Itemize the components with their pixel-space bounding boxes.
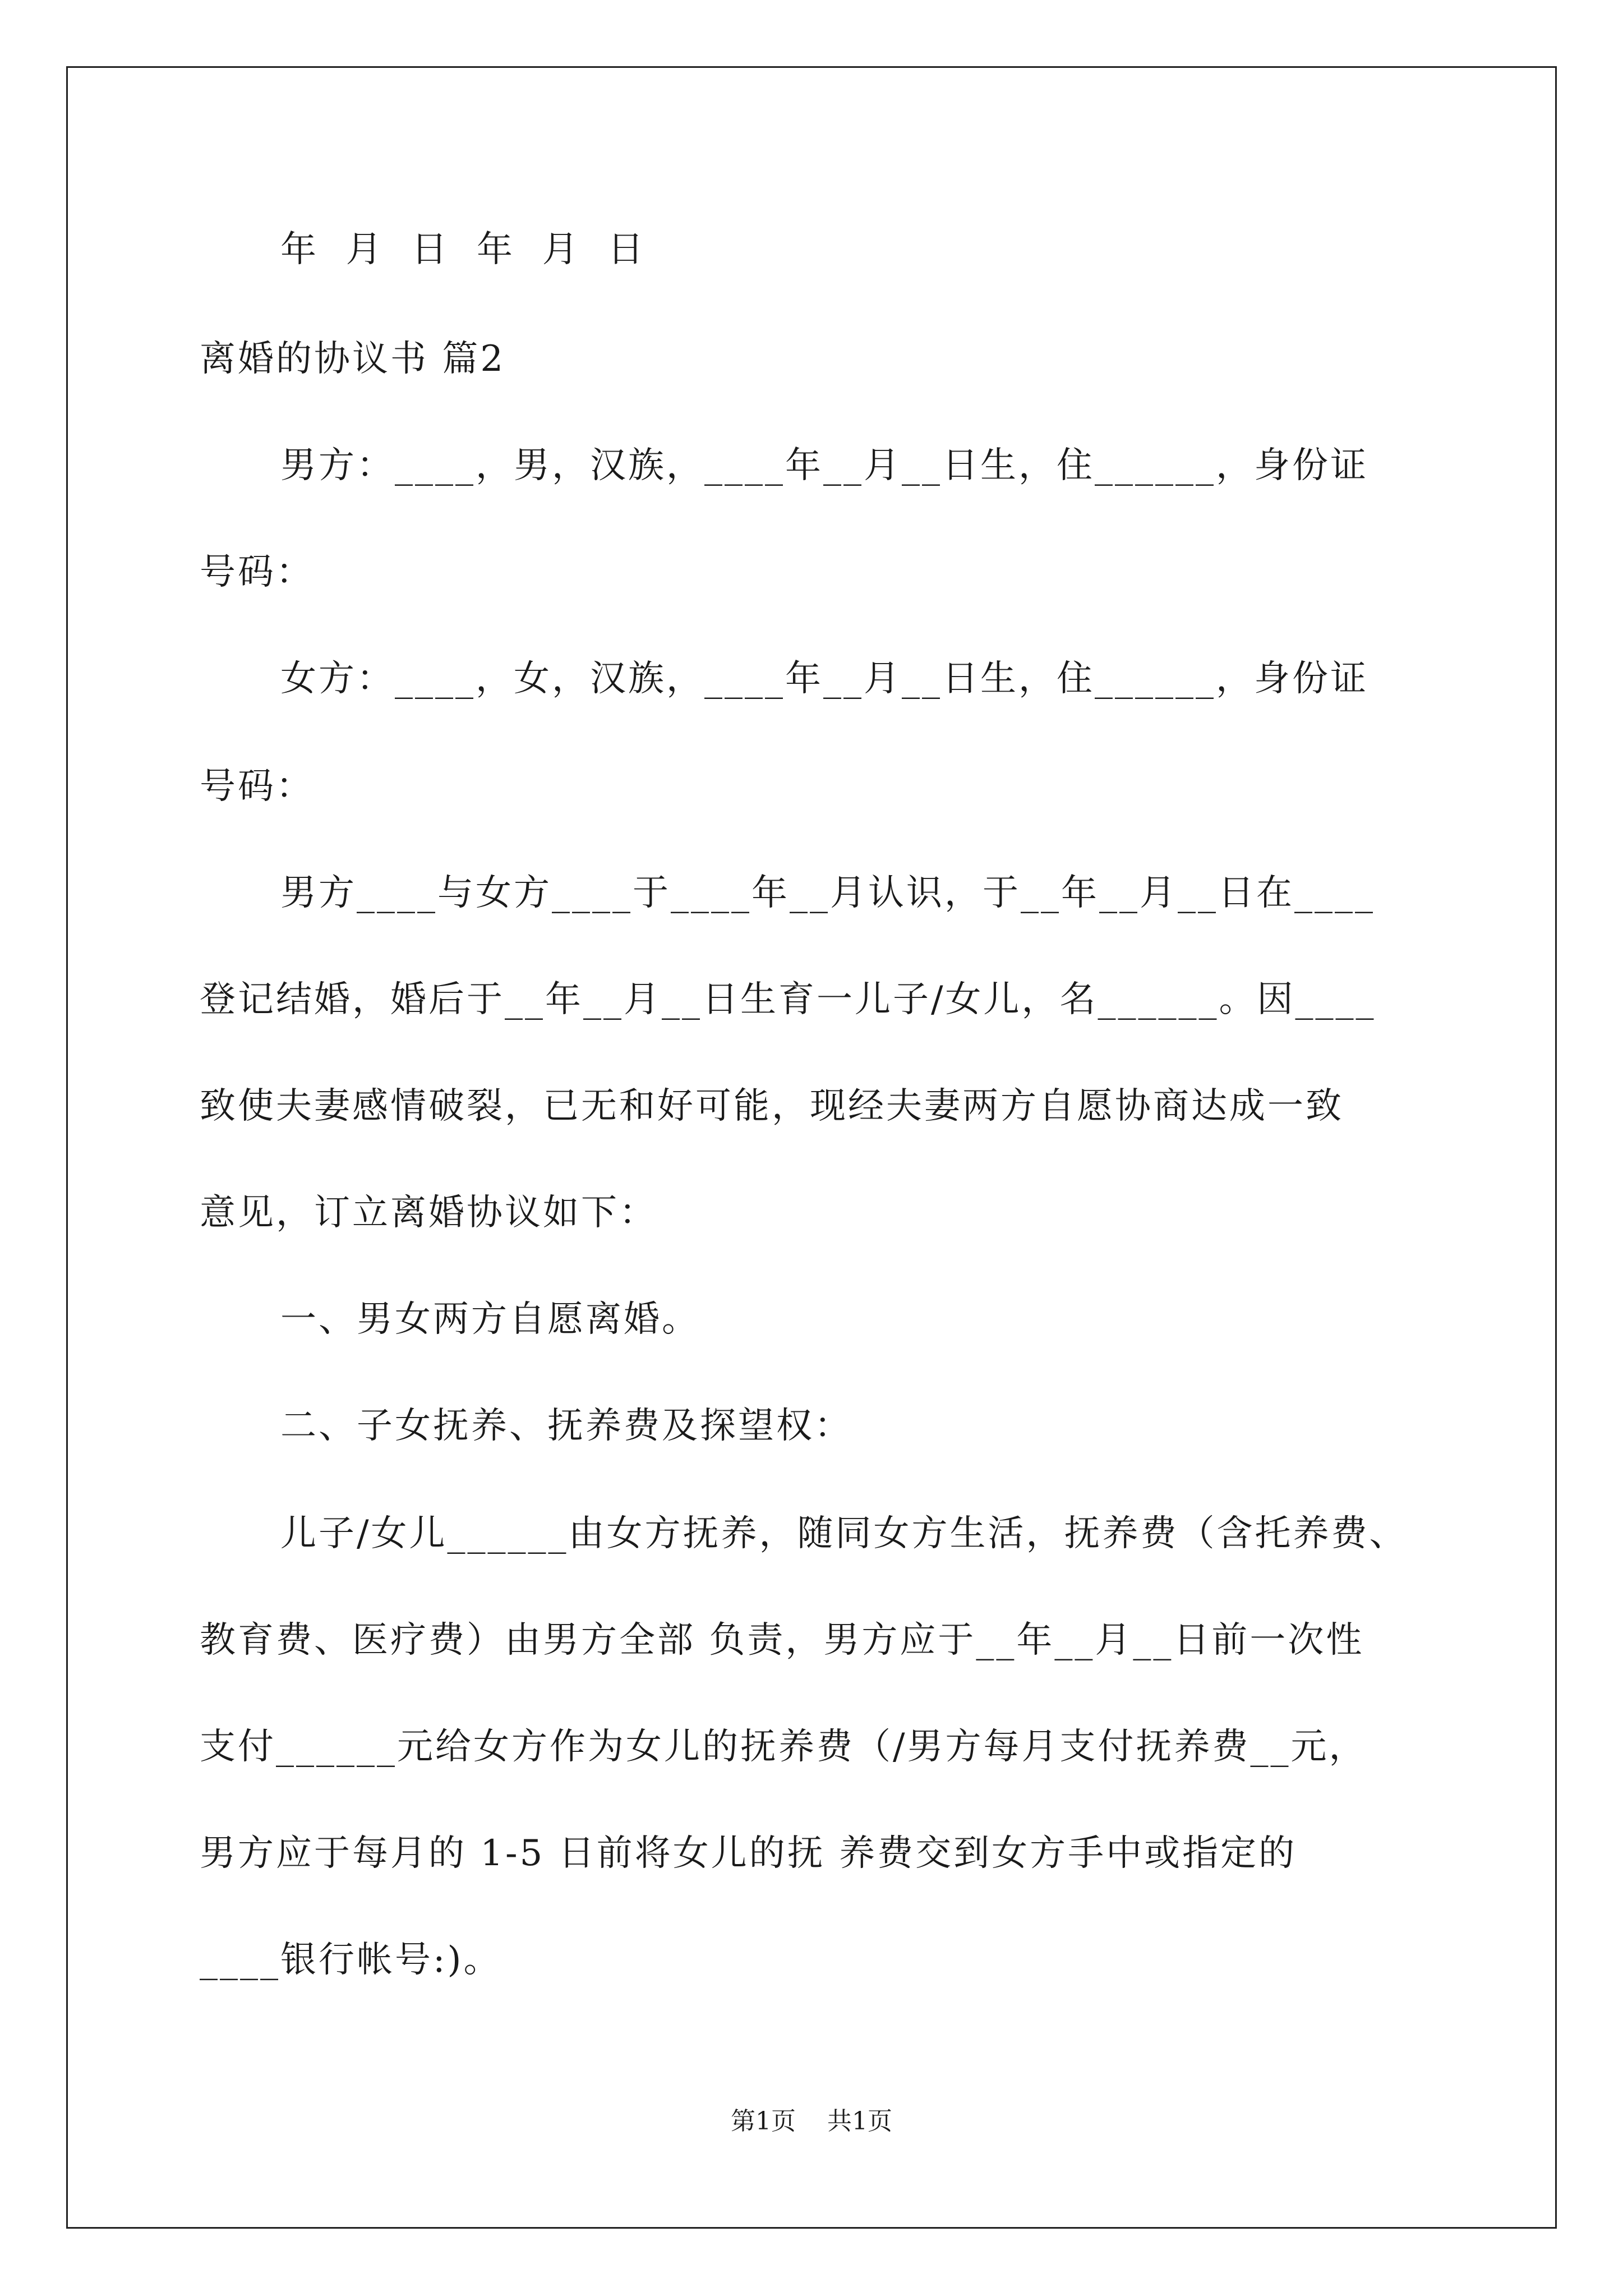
body-paragraph-line: 男方____与女方____于____年__月认识，于__年__月__日在____ xyxy=(280,872,1375,914)
page-footer: 第1页 共1页 xyxy=(731,2107,892,2136)
body-paragraph-line: 登记结婚，婚后于__年__月__日生育一儿子/女儿，名______。因____ xyxy=(200,979,1376,1020)
male-id-line: 号码： xyxy=(200,551,314,593)
clause-two-heading: 二、子女抚养、抚养费及探望权： xyxy=(280,1405,852,1447)
clause-two-paragraph-line: 支付______元给女方作为女儿的抚养费（/男方每月支付抚养费__元， xyxy=(200,1726,1367,1768)
body-paragraph-line: 致使夫妻感情破裂，已无和好可能，现经夫妻两方自愿协商达成一致 xyxy=(200,1085,1344,1127)
female-id-line: 号码： xyxy=(200,766,314,807)
page-border xyxy=(66,66,1557,2229)
clause-two-paragraph-line: 儿子/女儿______由女方抚养，随同女方生活，抚养费（含托养费、 xyxy=(280,1513,1408,1554)
date-line: 年 月 日 年 月 日 xyxy=(280,229,646,270)
male-party-line: 男方：____，男，汉族，____年__月__日生，住______，身份证 xyxy=(280,445,1368,486)
clause-two-paragraph-line: ____银行帐号:)。 xyxy=(200,1939,502,1981)
section-title: 离婚的协议书 篇2 xyxy=(200,338,506,380)
clause-two-paragraph-line: 男方应于每月的 1-5 日前将女儿的抚 养费交到女方手中或指定的 xyxy=(200,1833,1297,1874)
body-paragraph-line: 意见，订立离婚协议如下： xyxy=(200,1192,657,1234)
clause-one: 一、男女两方自愿离婚。 xyxy=(280,1299,700,1340)
clause-two-paragraph-line: 教育费、医疗费）由男方全部 负责，男方应于__年__月__日前一次性 xyxy=(200,1619,1364,1661)
female-party-line: 女方：____，女，汉族，____年__月__日生，住______，身份证 xyxy=(280,658,1368,700)
